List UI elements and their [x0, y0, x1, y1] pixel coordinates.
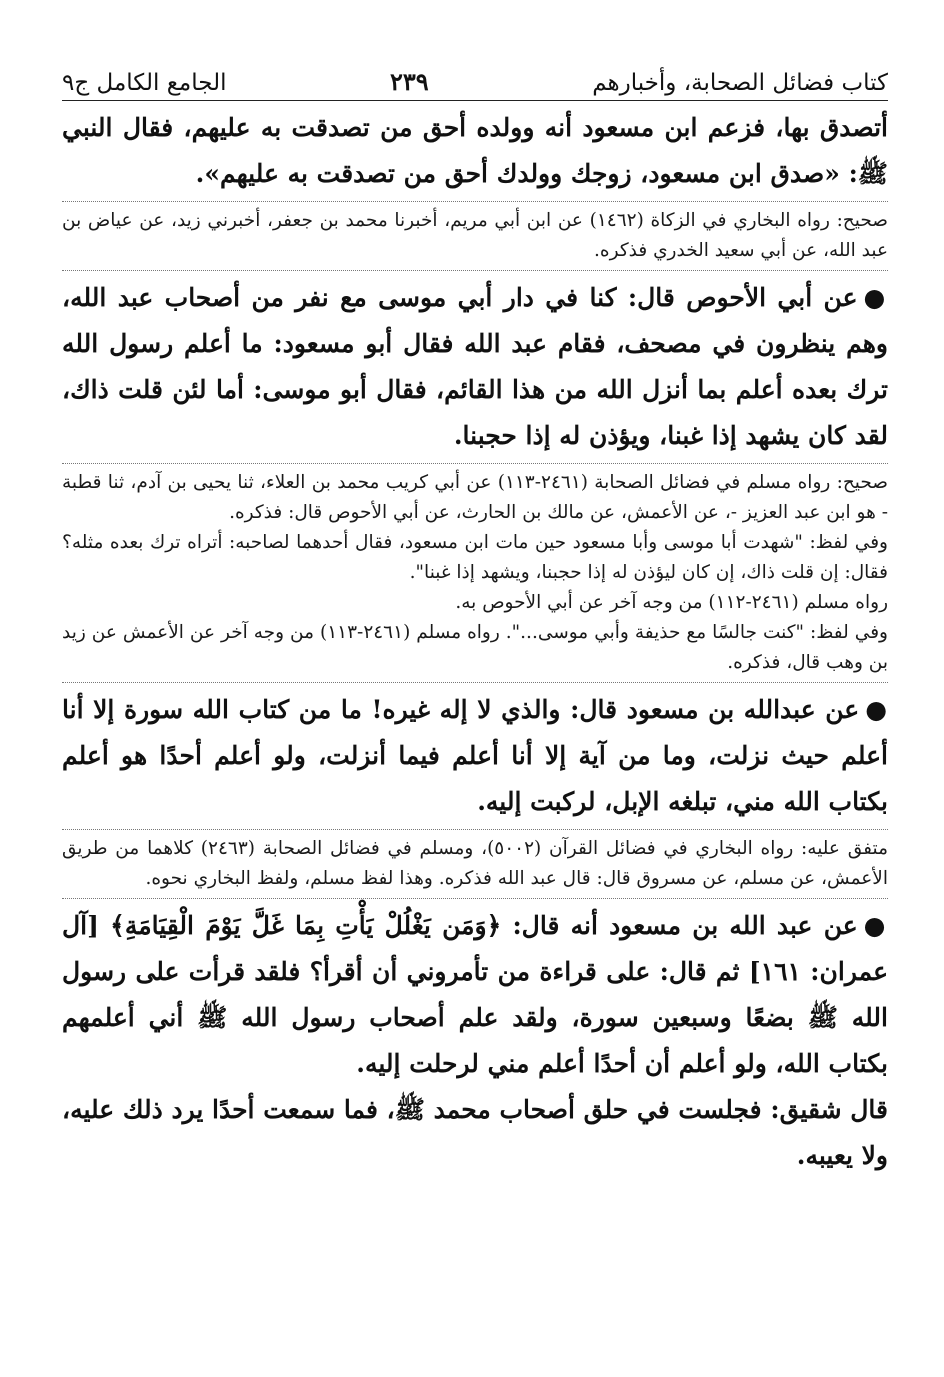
page-body: [62, 105, 888, 1179]
paragraph-text: صحيح: رواه البخاري في الزكاة (١٤٦٢) عن ابن أبي مريم، أخبرنا محمد بن جعفر، أخبرني زيد، عن عياض بن عبد الله، عن أبي سعيد الخدري فذكره.: [62, 210, 888, 261]
hadith-text: [62, 1087, 888, 1179]
bullet-icon: ●: [863, 283, 888, 312]
hadith-text: [62, 105, 888, 197]
page-number: ٢٣٩: [390, 67, 429, 96]
takhrij-note: [62, 206, 888, 266]
paragraph-text: وفي لفظ: "شهدت أبا موسى وأبا مسعود حين مات ابن مسعود، فقال أحدهما لصاحبه: أتراه ترك بعده مثله؟ فقال: إن قلت ذاك، إن كان ليؤذن له إذا حجبنا، ويشهد إذا غبنا".: [62, 532, 888, 583]
paragraph-text: متفق عليه: رواه البخاري في فضائل القرآن (٥٠٠٢)، ومسلم في فضائل الصحابة (٢٤٦٣) كلاهما من طريق الأعمش، عن مسلم، عن مسروق قال: قال عبد الله فذكره. وهذا لفظ مسلم، ولفظ البخاري نحوه.: [62, 838, 889, 889]
book-page: [62, 56, 888, 1179]
takhrij-note: [62, 528, 888, 588]
paragraph-text: قال شقيق: فجلست في حلق أصحاب محمد ﷺ، فما سمعت أحدًا يرد ذلك عليه، ولا يعيبه.: [62, 1095, 888, 1170]
section-separator: [62, 829, 888, 830]
header-rule: [62, 100, 888, 101]
page-header: [62, 56, 888, 100]
section-separator: [62, 682, 888, 683]
section-separator: [62, 201, 888, 202]
hadith-text: [62, 687, 888, 825]
paragraph-text: عن عبد الله بن مسعود أنه قال: ﴿وَمَن يَغْلُلْ يَأْتِ بِمَا غَلَّ يَوْمَ الْقِيَامَةِ﴾ [آل عمران: ١٦١] ثم قال: على قراءة من تأمروني أن أقرأ؟ فلقد قرأت على رسول الله ﷺ بضعًا وسبعين سورة، ولقد علم أصحاب رسول الله ﷺ أني أعلمهم بكتاب الله، ولو أعلم أن أحدًا أعلم مني لرحلت إليه.: [62, 911, 889, 1078]
paragraph-text: أتصدق بها، فزعم ابن مسعود أنه وولده أحق من تصدقت به عليهم، فقال النبي ﷺ: «صدق ابن مسعود، زوجك وولدك أحق من تصدقت به عليهم».: [62, 113, 888, 188]
chapter-title: كتاب فضائل الصحابة، وأخبارهم: [592, 70, 888, 96]
hadith-text: [62, 275, 888, 459]
hadith-text: [62, 903, 888, 1087]
paragraph-text: صحيح: رواه مسلم في فضائل الصحابة (٢٤٦١-١١٣) عن أبي كريب محمد بن العلاء، ثنا يحيى بن آدم، ثنا قطبة - هو ابن عبد العزيز -، عن الأعمش، عن مالك بن الحارث، عن أبي الأحوص قال: فذكره.: [62, 472, 888, 523]
takhrij-note: [62, 468, 888, 528]
paragraph-text: عن أبي الأحوص قال: كنا في دار أبي موسى مع نفر من أصحاب عبد الله، وهم ينظرون في مصحف، فقام عبد الله فقال أبو مسعود: ما أعلم رسول الله ترك بعده أعلم بما أنزل الله من هذا القائم، فقال أبو موسى: أما لئن قلت ذاك، لقد كان يشهد إذا غبنا، ويؤذن له إذا حجبنا.: [62, 283, 888, 450]
paragraph-text: رواه مسلم (٢٤٦١-١١٢) من وجه آخر عن أبي الأحوص به.: [455, 592, 888, 613]
book-title: الجامع الكامل ج٩: [62, 70, 227, 96]
bullet-icon: ●: [865, 695, 888, 724]
paragraph-text: عن عبدالله بن مسعود قال: والذي لا إله غيره! ما من كتاب الله سورة إلا أنا أعلم حيث نزلت، وما من آية إلا أنا أعلم فيما أنزلت، ولو أعلم أحدًا هو أعلم بكتاب الله مني، تبلغه الإبل، لركبت إليه.: [62, 695, 888, 816]
takhrij-note: [62, 834, 888, 894]
section-separator: [62, 898, 888, 899]
bullet-icon: ●: [863, 911, 888, 940]
takhrij-note: [62, 618, 888, 678]
paragraph-text: وفي لفظ: "كنت جالسًا مع حذيفة وأبي موسى...". رواه مسلم (٢٤٦١-١١٣) من وجه آخر عن الأعمش عن زيد بن وهب قال، فذكره.: [62, 622, 888, 673]
section-separator: [62, 463, 888, 464]
takhrij-note: [62, 588, 888, 618]
section-separator: [62, 270, 888, 271]
